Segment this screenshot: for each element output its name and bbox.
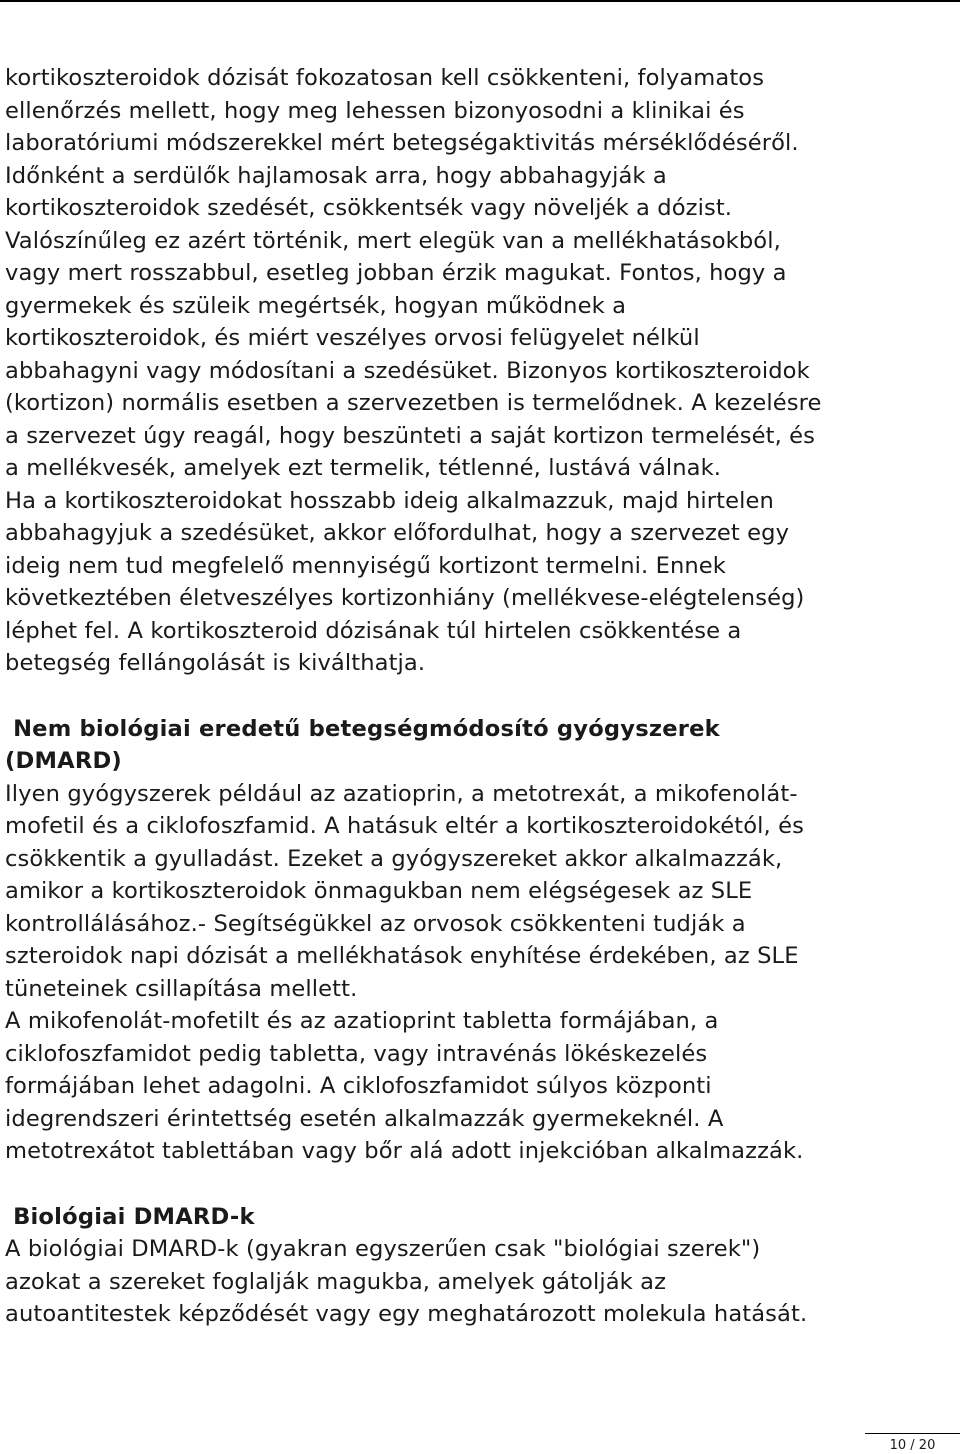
document-body (5, 62, 940, 1331)
text-line: metotrexátot tablettában vagy bőr alá adott injekcióban alkalmazzák. (5, 1138, 804, 1164)
text-line: léphet fel. A kortikoszteroid dózisának túl hirtelen csökkentése a (5, 617, 742, 644)
text-line: Időnként a serdülők hajlamosak arra, hogy abbahagyják a (5, 162, 667, 189)
text-line: abbahagyni vagy módosítani a szedésüket. Bizonyos kortikoszteroidok (5, 357, 810, 384)
text-line: Ha a kortikoszteroidokat hosszabb ideig alkalmazzuk, majd hirtelen (5, 487, 774, 514)
heading-non-biological-dmard (5, 713, 940, 778)
section-spacer (5, 1168, 940, 1201)
heading-line: Nem biológiai eredetű betegségmódosító gyógyszerek (5, 715, 720, 742)
text-line: abbahagyjuk a szedésüket, akkor előfordulhat, hogy a szervezet egy (5, 520, 790, 546)
text-line: a szervezet úgy reagál, hogy beszünteti a saját kortizon termelését, és (5, 422, 816, 449)
text-line: idegrendszeri érintettség esetén alkalmazzák gyermekeknél. A (5, 1105, 724, 1132)
heading-biological-dmard (5, 1201, 940, 1234)
text-line: tüneteinek csillapítása mellett. (5, 975, 358, 1002)
paragraph-non-biological-dmard (5, 778, 940, 1168)
text-line: gyermekek és szüleik megértsék, hogyan működnek a (5, 292, 627, 319)
text-line: azokat a szereket foglalják magukba, amelyek gátolják az (5, 1268, 667, 1295)
text-line: Ilyen gyógyszerek például az azatioprin, a metotrexát, a mikofenolát- (5, 780, 798, 807)
text-line: a mellékvesék, amelyek ezt termelik, tétlenné, lustává válnak. (5, 455, 722, 481)
text-line: ellenőrzés mellett, hogy meg lehessen bizonyosodni a klinikai és (5, 97, 745, 124)
text-line: (kortizon) normális esetben a szervezetben is termelődnek. A kezelésre (5, 390, 822, 416)
text-line: A biológiai DMARD-k (gyakran egyszerűen csak "biológiai szerek") (5, 1236, 761, 1262)
text-line: vagy mert rosszabbul, esetleg jobban érzik magukat. Fontos, hogy a (5, 260, 787, 286)
text-line: autoantitestek képződését vagy egy meghatározott molekula hatását. (5, 1301, 808, 1327)
page-number: 10 / 20 (889, 1438, 936, 1453)
section-spacer (5, 680, 940, 713)
heading-line: (DMARD) (5, 748, 122, 774)
text-line: kortikoszteroidok dózisát fokozatosan kell csökkenteni, folyamatos (5, 65, 765, 91)
text-line: kontrollálásához.- Segítségükkel az orvosok csökkenteni tudják a (5, 910, 746, 937)
text-line: laboratóriumi módszerekkel mért betegségaktivitás mérséklődéséről. (5, 130, 799, 156)
text-line: mofetil és a ciklofoszfamid. A hatásuk eltér a kortikoszteroidokétól, és (5, 813, 804, 839)
text-line: csökkentik a gyulladást. Ezeket a gyógyszereket akkor alkalmazzák, (5, 845, 783, 872)
heading-line: Biológiai DMARD-k (5, 1203, 255, 1230)
text-line: szteroidok napi dózisát a mellékhatások enyhítése érdekében, az SLE (5, 943, 799, 969)
footer-rule (865, 1433, 960, 1434)
text-line: amikor a kortikoszteroidok önmagukban nem elégségesek az SLE (5, 878, 753, 904)
text-line: Valószínűleg ez azért történik, mert elegük van a mellékhatásokból, (5, 227, 781, 254)
text-line: formájában lehet adagolni. A ciklofoszfamidot súlyos központi (5, 1073, 712, 1099)
text-line: betegség fellángolását is kiválthatja. (5, 650, 426, 676)
text-line: ideig nem tud megfelelő mennyiségű kortizont termelni. Ennek (5, 552, 726, 579)
text-line: következtében életveszélyes kortizonhiány (mellékvese-elégtelenség) (5, 585, 805, 611)
text-line: ciklofoszfamidot pedig tabletta, vagy intravénás lökéskezelés (5, 1040, 708, 1067)
text-line: A mikofenolát-mofetilt és az azatioprint tabletta formájában, a (5, 1008, 719, 1034)
paragraph-biological-dmard (5, 1233, 940, 1331)
text-line: kortikoszteroidok, és miért veszélyes orvosi felügyelet nélkül (5, 325, 700, 351)
paragraph-corticosteroids (5, 62, 940, 680)
top-rule (0, 0, 960, 2)
text-line: kortikoszteroidok szedését, csökkentsék vagy növeljék a dózist. (5, 195, 733, 221)
